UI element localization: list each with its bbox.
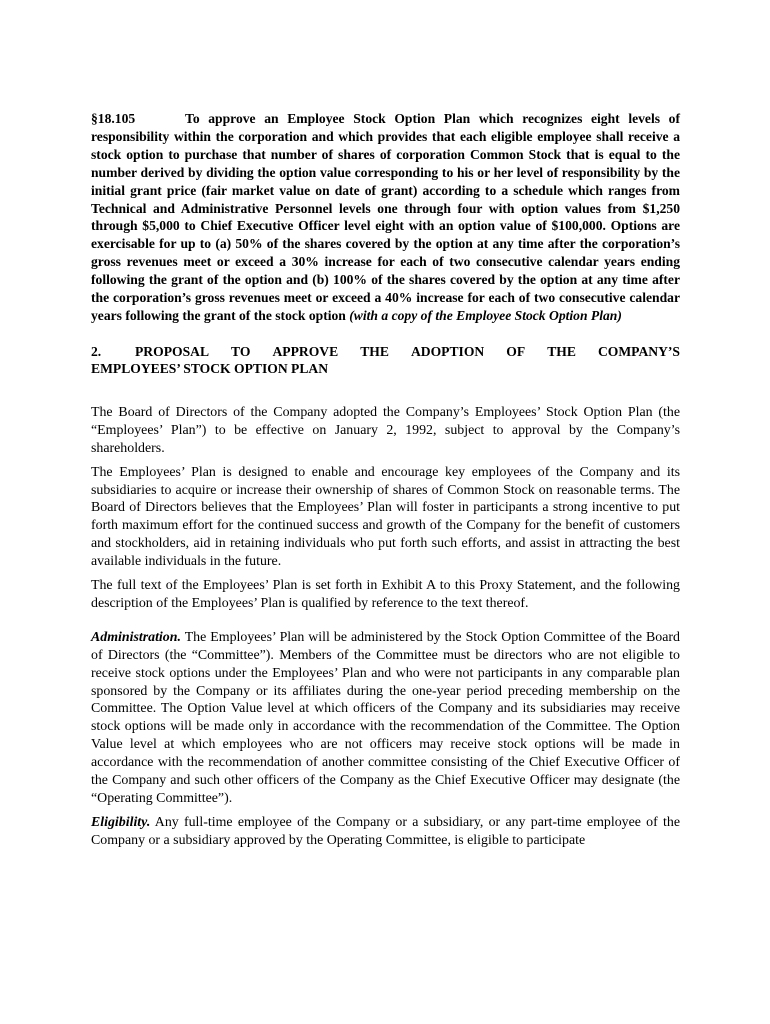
proposal-word: THE	[360, 343, 389, 359]
proposal-heading-line1	[91, 343, 680, 361]
paragraph-eligibility	[91, 814, 680, 850]
attachment-note: (with a copy of the Employee Stock Option Plan)	[349, 307, 622, 323]
section-heading	[91, 110, 680, 325]
paragraph-full-text: The full text of the Employees’ Plan is set forth in Exhibit A to this Proxy Statement, and the following description of the Employees’ Plan is qualified by reference to the text thereof.	[91, 578, 680, 611]
proposal-word: APPROVE	[272, 343, 339, 359]
section-number: §18.105	[91, 111, 136, 126]
paragraph-administration	[91, 629, 680, 808]
paragraph-purpose: The Employees’ Plan is designed to enable and encourage key employees of the Company and its subsidiaries to acquire or increase their ownership of shares of Common Stock on reasonable terms. The Board of Directors believes that the Employees’ Plan will foster in participants a strong incentive to put forth maximum effort for the continued success and growth of the Company for the benefit of customers and stockholders, aid in retaining individuals who put forth such efforts, and assist in attracting the best available individuals in the future.	[91, 464, 680, 570]
proposal-word: THE	[547, 343, 576, 359]
section-text: To approve an Employee Stock Option Plan which recognizes eight levels of responsibility within the corporation and which provides that each eligible employee shall receive a stock option to purchase that number of shares of corporation Common Stock that is equal to the number derived by dividing the option value corresponding to his or her level of responsibility by the initial grant price (fair market value on date of grant) according to a schedule which ranges from Technical and Administrative Personnel levels one through four with option values from $1,250 through $5,000 to Chief Executive Officer level eight with an option value of $100,000. Options are exercisable for up to (a) 50% of the shares covered by the option at any time after the corporation’s gross revenues meet or exceed a 30% increase for each of two consecutive calendar years ending following the grant of the option and (b) 100% of the shares covered by the option at any time after the corporation’s gross revenues meet or exceed a 40% increase for each of two consecutive calendar years following the grant of the stock option	[91, 111, 680, 323]
proposal-word: ADOPTION	[410, 343, 485, 359]
eligibility-lead: Eligibility.	[91, 814, 151, 830]
proposal-number: 2.	[91, 343, 102, 359]
proposal-heading	[91, 343, 680, 378]
document-page	[91, 110, 680, 850]
proposal-word: TO	[231, 343, 251, 359]
proposal-word: OF	[506, 343, 526, 359]
eligibility-text: Any full-time employee of the Company or a subsidiary, or any part-time employee of the Company or a subsidiary approved by the Operating Committee, is eligible to participate	[91, 814, 680, 848]
proposal-heading-line2: EMPLOYEES’ STOCK OPTION PLAN	[91, 361, 329, 377]
administration-text: The Employees’ Plan will be administered by the Stock Option Committee of the Board of Directors (the “Committee”). Members of the Committee must be directors who are not eligible to receive stock options under the Employees’ Plan and who were not participants in any comparable plan sponsored by the Company or its affiliates during the one-year period preceding membership on the Committee. The Option Value level at which officers of the Company and its subsidiaries may receive stock options will be made only in accordance with the recommendation of the Committee. The Option Value level at which employees who are not officers may receive stock options will be made in accordance with the recommendation of another committee consisting of the Chief Executive Officer of the Company and such other officers of the Company as the Chief Executive Officer may designate (the “Operating Committee”).	[91, 629, 680, 806]
paragraph-adoption: The Board of Directors of the Company adopted the Company’s Employees’ Stock Option Plan (the “Employees’ Plan”) to be effective on January 2, 1992, subject to approval by the Company’s shareholders.	[91, 404, 680, 456]
proposal-word: PROPOSAL	[135, 343, 210, 359]
administration-lead: Administration.	[91, 629, 181, 645]
proposal-word: COMPANY’S	[597, 343, 680, 359]
